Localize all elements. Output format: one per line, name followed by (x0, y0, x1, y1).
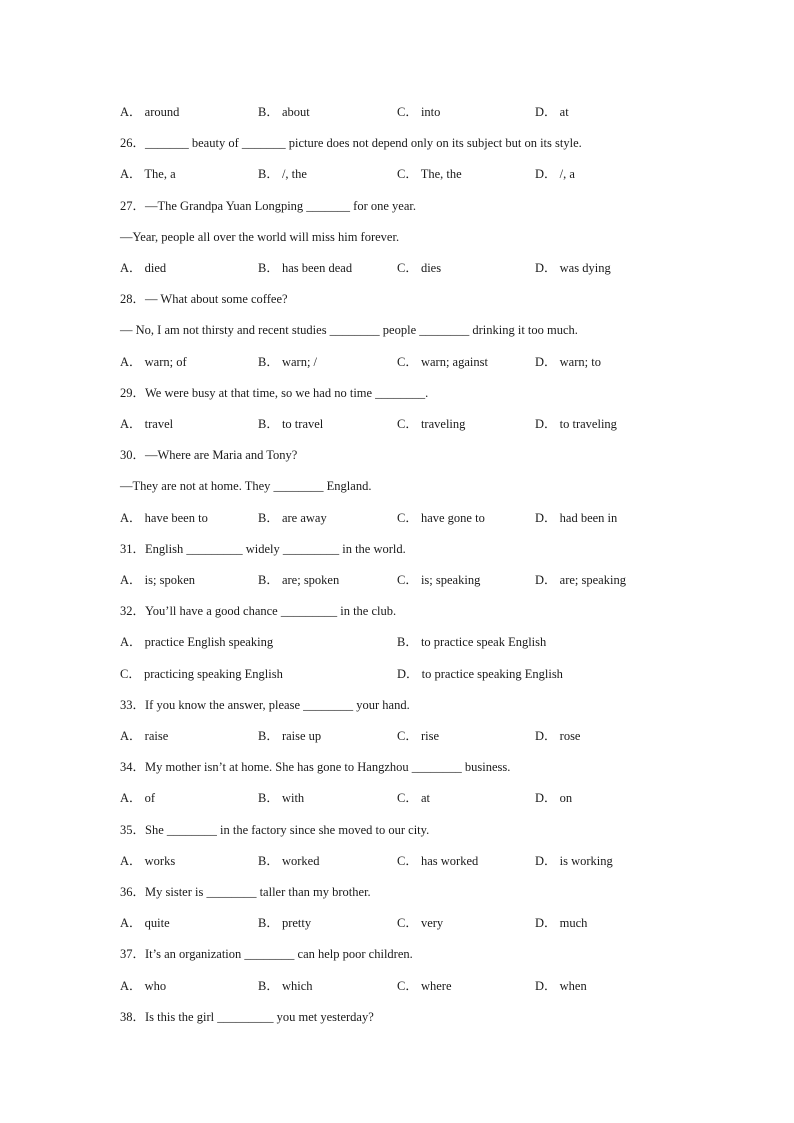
question-text: 27．—The Grandpa Yuan Longping _______ for one year. (120, 198, 416, 213)
answer-option: D． at (535, 105, 569, 119)
answer-option: A． works (120, 853, 176, 868)
question-text: 35．She ________ in the factory since she moved to our city. (120, 822, 430, 837)
answer-option: C． is; speaking (397, 573, 481, 587)
answer-option: A． The, a (120, 167, 176, 182)
answer-option: A． have been to (120, 510, 208, 525)
answer-option: B． are away (258, 510, 327, 525)
question-text: 32．You’ll have a good chance _________ in the club. (120, 604, 397, 619)
answer-option: A． is; spoken (120, 573, 196, 587)
answer-option: D． are; speaking (535, 573, 626, 587)
answer-option: B． /, the (258, 167, 307, 182)
answer-option: A． quite (120, 916, 170, 931)
answer-option: B． to travel (258, 417, 324, 431)
answer-option: D． rose (535, 729, 581, 743)
answer-option: B． warn; / (258, 354, 318, 369)
answer-option: B． has been dead (258, 261, 353, 275)
answer-option: C． has worked (397, 853, 479, 868)
answer-option: B． with (258, 791, 305, 806)
question-text: — No, I am not thirsty and recent studies ________ people ________ drinking it too much. (120, 323, 578, 338)
answer-option: B． which (258, 978, 313, 993)
question-text: 26．_______ beauty of _______ picture does not depend only on its subject but on its style. (120, 136, 582, 151)
answer-option: D． had been in (535, 510, 618, 525)
answer-option: D． is working (535, 853, 613, 868)
answer-option: A． travel (120, 417, 174, 431)
answer-option: C． traveling (397, 417, 466, 431)
answer-option: D． warn; to (535, 354, 601, 369)
answer-option: A． practice English speaking (120, 635, 274, 650)
question-text: 38．Is this the girl _________ you met yesterday? (120, 1009, 374, 1024)
answer-option: A． of (120, 791, 156, 806)
answer-option: B． raise up (258, 729, 322, 743)
answer-option: C． into (397, 105, 441, 119)
answer-option: C． at (397, 791, 430, 806)
answer-option: B． are; spoken (258, 573, 340, 587)
answer-option: C． rise (397, 729, 440, 743)
answer-option: D． was dying (535, 261, 611, 275)
answer-option: A． around (120, 105, 180, 119)
answer-option: C． practicing speaking English (120, 666, 283, 681)
answer-option: B． pretty (258, 916, 312, 931)
answer-option: C． have gone to (397, 510, 485, 525)
answer-option: B． to practice speak English (397, 635, 547, 650)
answer-option: C． The, the (397, 167, 462, 182)
question-text: 31．English _________ widely _________ in the world. (120, 541, 406, 556)
question-text: 37．It’s an organization ________ can help poor children. (120, 947, 413, 962)
answer-option: D． on (535, 791, 573, 806)
answer-option: A． who (120, 978, 167, 993)
answer-option: C． very (397, 916, 444, 931)
answer-option: A． warn; of (120, 354, 187, 369)
answer-option: D． to practice speaking English (397, 666, 563, 681)
answer-option: B． worked (258, 853, 320, 868)
question-text: —They are not at home. They ________ England. (120, 479, 372, 494)
question-text: 36．My sister is ________ taller than my brother. (120, 885, 371, 899)
answer-option: D． /, a (535, 167, 575, 182)
answer-option: A． died (120, 261, 167, 275)
answer-option: D． to traveling (535, 417, 617, 431)
question-text: 33．If you know the answer, please ________ your hand. (120, 697, 410, 712)
answer-option: C． warn; against (397, 354, 488, 369)
question-text: 28．— What about some coffee? (120, 292, 288, 307)
answer-option: A． raise (120, 729, 169, 743)
answer-option: D． when (535, 978, 587, 993)
question-text: —Year, people all over the world will miss him forever. (120, 229, 400, 244)
answer-option: B． about (258, 105, 310, 119)
answer-option: D． much (535, 916, 588, 931)
answer-option: C． where (397, 978, 452, 993)
question-text: 29．We were busy at that time, so we had no time ________. (120, 385, 429, 400)
question-text: 30．—Where are Maria and Tony? (120, 448, 298, 463)
question-text: 34．My mother isn’t at home. She has gone to Hangzhou ________ business. (120, 760, 511, 775)
answer-option: C． dies (397, 261, 442, 275)
